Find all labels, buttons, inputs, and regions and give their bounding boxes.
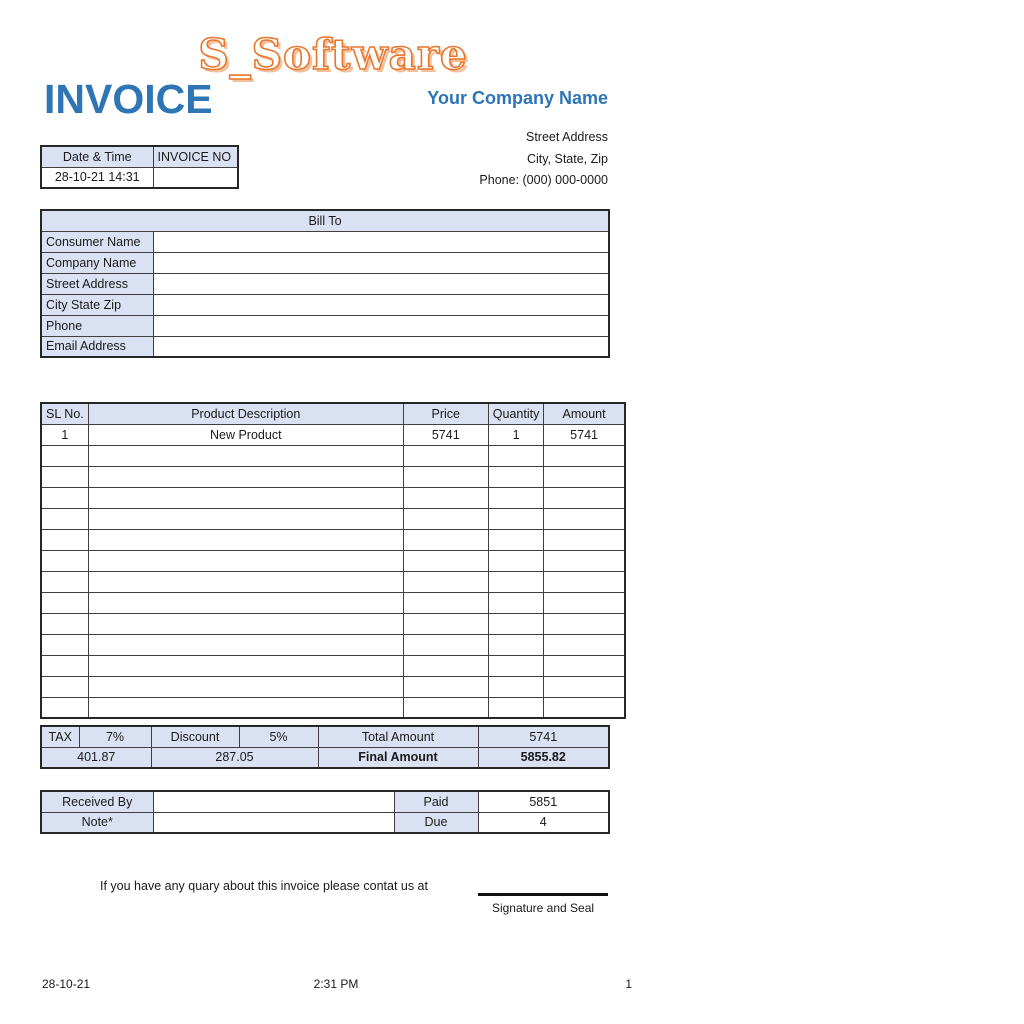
item-empty-cell[interactable] xyxy=(41,529,88,550)
item-empty-cell[interactable] xyxy=(41,445,88,466)
date-time-value[interactable]: 28-10-21 14:31 xyxy=(41,167,153,188)
item-empty-cell[interactable] xyxy=(544,697,625,718)
invoice-title: INVOICE xyxy=(44,76,213,122)
billto-label-consumer-name: Consumer Name xyxy=(41,231,153,252)
item-empty-cell[interactable] xyxy=(488,634,544,655)
tax-rate[interactable]: 7% xyxy=(79,726,151,747)
item-empty-cell[interactable] xyxy=(88,655,403,676)
item-empty-cell[interactable] xyxy=(488,445,544,466)
item-empty-cell[interactable] xyxy=(41,655,88,676)
date-time-header: Date & Time xyxy=(41,146,153,167)
billto-label-street-address: Street Address xyxy=(41,273,153,294)
items-header-sl-no: SL No. xyxy=(41,403,88,424)
items-header-description: Product Description xyxy=(88,403,403,424)
item-empty-row xyxy=(41,529,625,550)
tax-value: 401.87 xyxy=(41,747,151,768)
items-header-amount: Amount xyxy=(544,403,625,424)
item-empty-cell[interactable] xyxy=(544,655,625,676)
company-name: Your Company Name xyxy=(427,88,608,108)
footer-date: 28-10-21 xyxy=(42,977,91,991)
item-empty-cell[interactable] xyxy=(544,550,625,571)
tax-discount-row xyxy=(41,726,609,747)
billto-value-company-name[interactable] xyxy=(153,252,609,273)
item-empty-row xyxy=(41,466,625,487)
item-empty-cell[interactable] xyxy=(488,592,544,613)
invoice-no-header: INVOICE NO xyxy=(153,146,238,167)
final-amount-row xyxy=(41,747,609,768)
item-empty-cell[interactable] xyxy=(88,613,403,634)
item-empty-cell[interactable] xyxy=(488,613,544,634)
tax-label: TAX xyxy=(41,726,79,747)
item-empty-cell[interactable] xyxy=(544,487,625,508)
item-amount[interactable]: 5741 xyxy=(544,424,625,445)
item-empty-cell[interactable] xyxy=(403,445,488,466)
item-empty-cell[interactable] xyxy=(403,529,488,550)
billto-label-city-state-zip: City State Zip xyxy=(41,294,153,315)
item-empty-cell[interactable] xyxy=(544,466,625,487)
item-empty-cell[interactable] xyxy=(403,508,488,529)
items-table xyxy=(40,402,626,719)
received-by-value[interactable] xyxy=(153,791,394,812)
item-empty-cell[interactable] xyxy=(41,613,88,634)
item-empty-cell[interactable] xyxy=(403,571,488,592)
item-empty-cell[interactable] xyxy=(403,550,488,571)
item-empty-cell[interactable] xyxy=(403,676,488,697)
item-empty-cell[interactable] xyxy=(88,466,403,487)
item-empty-row xyxy=(41,592,625,613)
discount-rate[interactable]: 5% xyxy=(239,726,318,747)
item-empty-cell[interactable] xyxy=(488,466,544,487)
invoice-no-value[interactable] xyxy=(153,167,238,188)
due-label: Due xyxy=(394,812,478,833)
item-quantity[interactable]: 1 xyxy=(488,424,544,445)
item-empty-cell[interactable] xyxy=(488,676,544,697)
item-empty-cell[interactable] xyxy=(544,592,625,613)
item-empty-cell[interactable] xyxy=(544,508,625,529)
item-empty-cell[interactable] xyxy=(88,529,403,550)
item-description[interactable]: New Product xyxy=(88,424,403,445)
item-empty-cell[interactable] xyxy=(544,445,625,466)
signature-label: Signature and Seal xyxy=(491,901,595,915)
item-empty-cell[interactable] xyxy=(403,466,488,487)
note-due-row xyxy=(41,812,609,833)
total-amount-label: Total Amount xyxy=(318,726,478,747)
item-empty-row xyxy=(41,487,625,508)
discount-value: 287.05 xyxy=(151,747,318,768)
item-empty-cell[interactable] xyxy=(88,634,403,655)
item-sl-no[interactable]: 1 xyxy=(41,424,88,445)
billto-value-email[interactable] xyxy=(153,336,609,357)
item-empty-cell[interactable] xyxy=(488,508,544,529)
items-header-row xyxy=(41,403,625,424)
item-row xyxy=(41,424,625,445)
received-by-label: Received By xyxy=(41,791,153,812)
billto-label-company-name: Company Name xyxy=(41,252,153,273)
item-empty-cell[interactable] xyxy=(403,613,488,634)
item-empty-row xyxy=(41,550,625,571)
bill-to-header: Bill To xyxy=(41,210,609,231)
item-empty-row xyxy=(41,571,625,592)
item-empty-cell[interactable] xyxy=(544,529,625,550)
item-empty-cell[interactable] xyxy=(488,550,544,571)
item-empty-cell[interactable] xyxy=(544,571,625,592)
paid-value[interactable]: 5851 xyxy=(478,791,609,812)
item-empty-cell[interactable] xyxy=(41,487,88,508)
item-empty-cell[interactable] xyxy=(403,487,488,508)
discount-label: Discount xyxy=(151,726,239,747)
address-line-city: City, State, Zip xyxy=(526,151,608,166)
item-empty-cell[interactable] xyxy=(488,571,544,592)
address-line-phone: Phone: (000) 000-0000 xyxy=(479,173,608,187)
item-empty-row xyxy=(41,655,625,676)
totals-table xyxy=(40,725,610,769)
due-value[interactable]: 4 xyxy=(478,812,609,833)
date-invoice-table xyxy=(40,145,239,189)
billto-value-street-address[interactable] xyxy=(153,273,609,294)
items-empty-rows xyxy=(41,445,625,718)
billto-value-consumer-name[interactable] xyxy=(153,231,609,252)
item-empty-cell[interactable] xyxy=(544,634,625,655)
item-empty-cell[interactable] xyxy=(403,592,488,613)
item-empty-cell[interactable] xyxy=(41,550,88,571)
address-line-street: Street Address xyxy=(526,130,608,144)
item-empty-cell[interactable] xyxy=(488,697,544,718)
item-empty-cell[interactable] xyxy=(41,592,88,613)
billto-label-email: Email Address xyxy=(41,336,153,357)
item-empty-cell[interactable] xyxy=(488,529,544,550)
note-value[interactable] xyxy=(153,812,394,833)
item-empty-cell[interactable] xyxy=(88,571,403,592)
item-price[interactable]: 5741 xyxy=(403,424,488,445)
item-empty-cell[interactable] xyxy=(88,676,403,697)
received-paid-row xyxy=(41,791,609,812)
final-amount-label: Final Amount xyxy=(318,747,478,768)
item-empty-cell[interactable] xyxy=(88,508,403,529)
item-empty-cell[interactable] xyxy=(488,655,544,676)
billto-value-city-state-zip[interactable] xyxy=(153,294,609,315)
item-empty-cell[interactable] xyxy=(41,634,88,655)
item-empty-cell[interactable] xyxy=(544,676,625,697)
item-empty-cell[interactable] xyxy=(88,697,403,718)
payment-table xyxy=(40,790,610,834)
item-empty-cell[interactable] xyxy=(88,592,403,613)
item-empty-cell[interactable] xyxy=(41,508,88,529)
paid-label: Paid xyxy=(394,791,478,812)
item-empty-cell[interactable] xyxy=(41,697,88,718)
signature-line xyxy=(478,893,608,896)
item-empty-row xyxy=(41,508,625,529)
footer-page-number: 1 xyxy=(625,977,632,991)
item-empty-row xyxy=(41,613,625,634)
item-empty-cell[interactable] xyxy=(41,571,88,592)
item-empty-row xyxy=(41,445,625,466)
footer-time: 2:31 PM xyxy=(313,977,359,991)
item-empty-cell[interactable] xyxy=(403,634,488,655)
billto-label-phone: Phone xyxy=(41,315,153,336)
total-amount-value: 5741 xyxy=(478,726,609,747)
item-empty-cell[interactable] xyxy=(41,466,88,487)
final-amount-value: 5855.82 xyxy=(478,747,609,768)
item-empty-cell[interactable] xyxy=(403,697,488,718)
item-empty-row xyxy=(41,634,625,655)
item-empty-cell[interactable] xyxy=(88,550,403,571)
items-header-price: Price xyxy=(403,403,488,424)
item-empty-cell[interactable] xyxy=(88,445,403,466)
item-empty-row xyxy=(41,676,625,697)
company-logo: S_Software xyxy=(198,30,468,79)
contact-note: If you have any quary about this invoice please contat us at xyxy=(100,879,428,893)
items-header-quantity: Quantity xyxy=(488,403,544,424)
note-label: Note* xyxy=(41,812,153,833)
item-empty-cell[interactable] xyxy=(403,655,488,676)
item-empty-cell[interactable] xyxy=(488,487,544,508)
item-empty-cell[interactable] xyxy=(88,487,403,508)
bill-to-table xyxy=(40,209,610,358)
billto-value-phone[interactable] xyxy=(153,315,609,336)
company-address xyxy=(300,127,608,192)
item-empty-row xyxy=(41,697,625,718)
item-empty-cell[interactable] xyxy=(41,676,88,697)
item-empty-cell[interactable] xyxy=(544,613,625,634)
